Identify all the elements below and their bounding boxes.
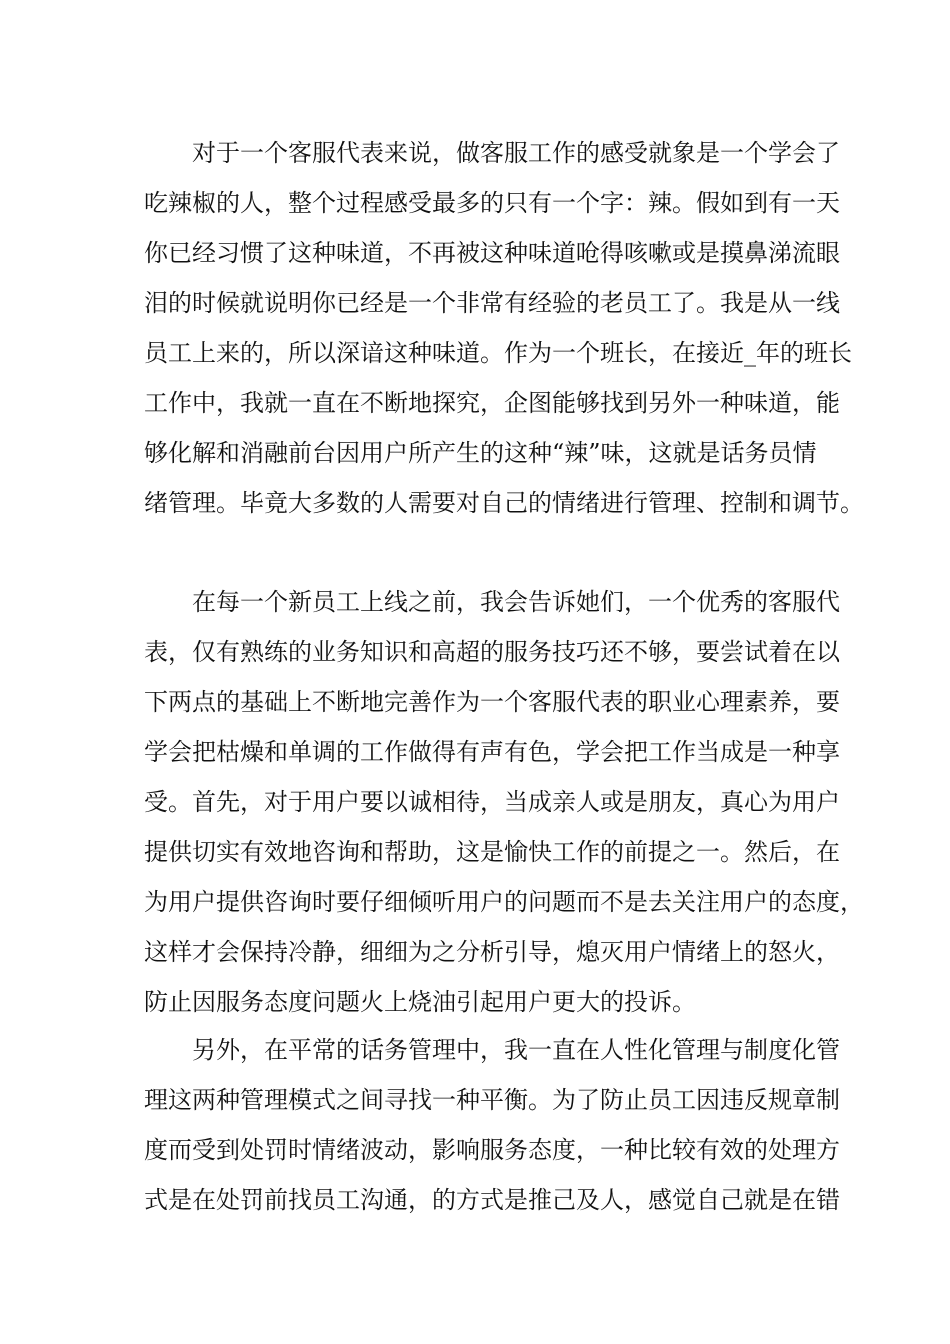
paragraph-1 <box>144 128 864 528</box>
text-line: 泪的时候就说明你已经是一个非常有经验的老员工了。我是从一线 <box>144 289 840 317</box>
text-line: 提供切实有效地咨询和帮助，这是愉快工作的前提之一。然后，在 <box>144 838 840 866</box>
text-line: 下两点的基础上不断地完善作为一个客服代表的职业心理素养，要 <box>144 688 840 716</box>
paragraph-2 <box>144 577 864 1027</box>
text-line: 为用户提供咨询时要仔细倾听用户的问题而不是去关注用户的态度， <box>144 888 864 916</box>
text-line: 式是在处罚前找员工沟通，的方式是推己及人，感觉自己就是在错 <box>144 1186 840 1214</box>
text-line: 够化解和消融前台因用户所产生的这种“辣”味，这就是话务员情 <box>144 439 817 467</box>
text-line: 这样才会保持冷静，细细为之分析引导，熄灭用户情绪上的怒火， <box>144 938 840 966</box>
text-line: 表，仅有熟练的业务知识和高超的服务技巧还不够，要尝试着在以 <box>144 638 840 666</box>
text-line: 吃辣椒的人，整个过程感受最多的只有一个字：辣。假如到有一天 <box>144 189 840 217</box>
text-line: 工作中，我就一直在不断地探究，企图能够找到另外一种味道，能 <box>144 389 840 417</box>
text-line: 受。首先，对于用户要以诚相待，当成亲人或是朋友，真心为用户 <box>144 788 840 816</box>
text-line: 对于一个客服代表来说，做客服工作的感受就象是一个学会了 <box>144 139 840 167</box>
paragraph-3 <box>144 1025 840 1225</box>
text-line: 员工上来的，所以深谙这种味道。作为一个班长，在接近_年的班长 <box>144 339 852 367</box>
text-line: 绪管理。毕竟大多数的人需要对自己的情绪进行管理、控制和调节。 <box>144 489 864 517</box>
text-line: 你已经习惯了这种味道，不再被这种味道呛得咳嗽或是摸鼻涕流眼 <box>144 239 840 267</box>
text-line: 在每一个新员工上线之前，我会告诉她们，一个优秀的客服代 <box>144 588 840 616</box>
text-line: 学会把枯燥和单调的工作做得有声有色，学会把工作当成是一种享 <box>144 738 840 766</box>
text-line: 防止因服务态度问题火上烧油引起用户更大的投诉。 <box>144 988 696 1016</box>
text-line: 另外，在平常的话务管理中，我一直在人性化管理与制度化管 <box>144 1036 840 1064</box>
text-line: 理这两种管理模式之间寻找一种平衡。为了防止员工因违反规章制 <box>144 1086 840 1114</box>
text-line: 度而受到处罚时情绪波动，影响服务态度，一种比较有效的处理方 <box>144 1136 840 1164</box>
